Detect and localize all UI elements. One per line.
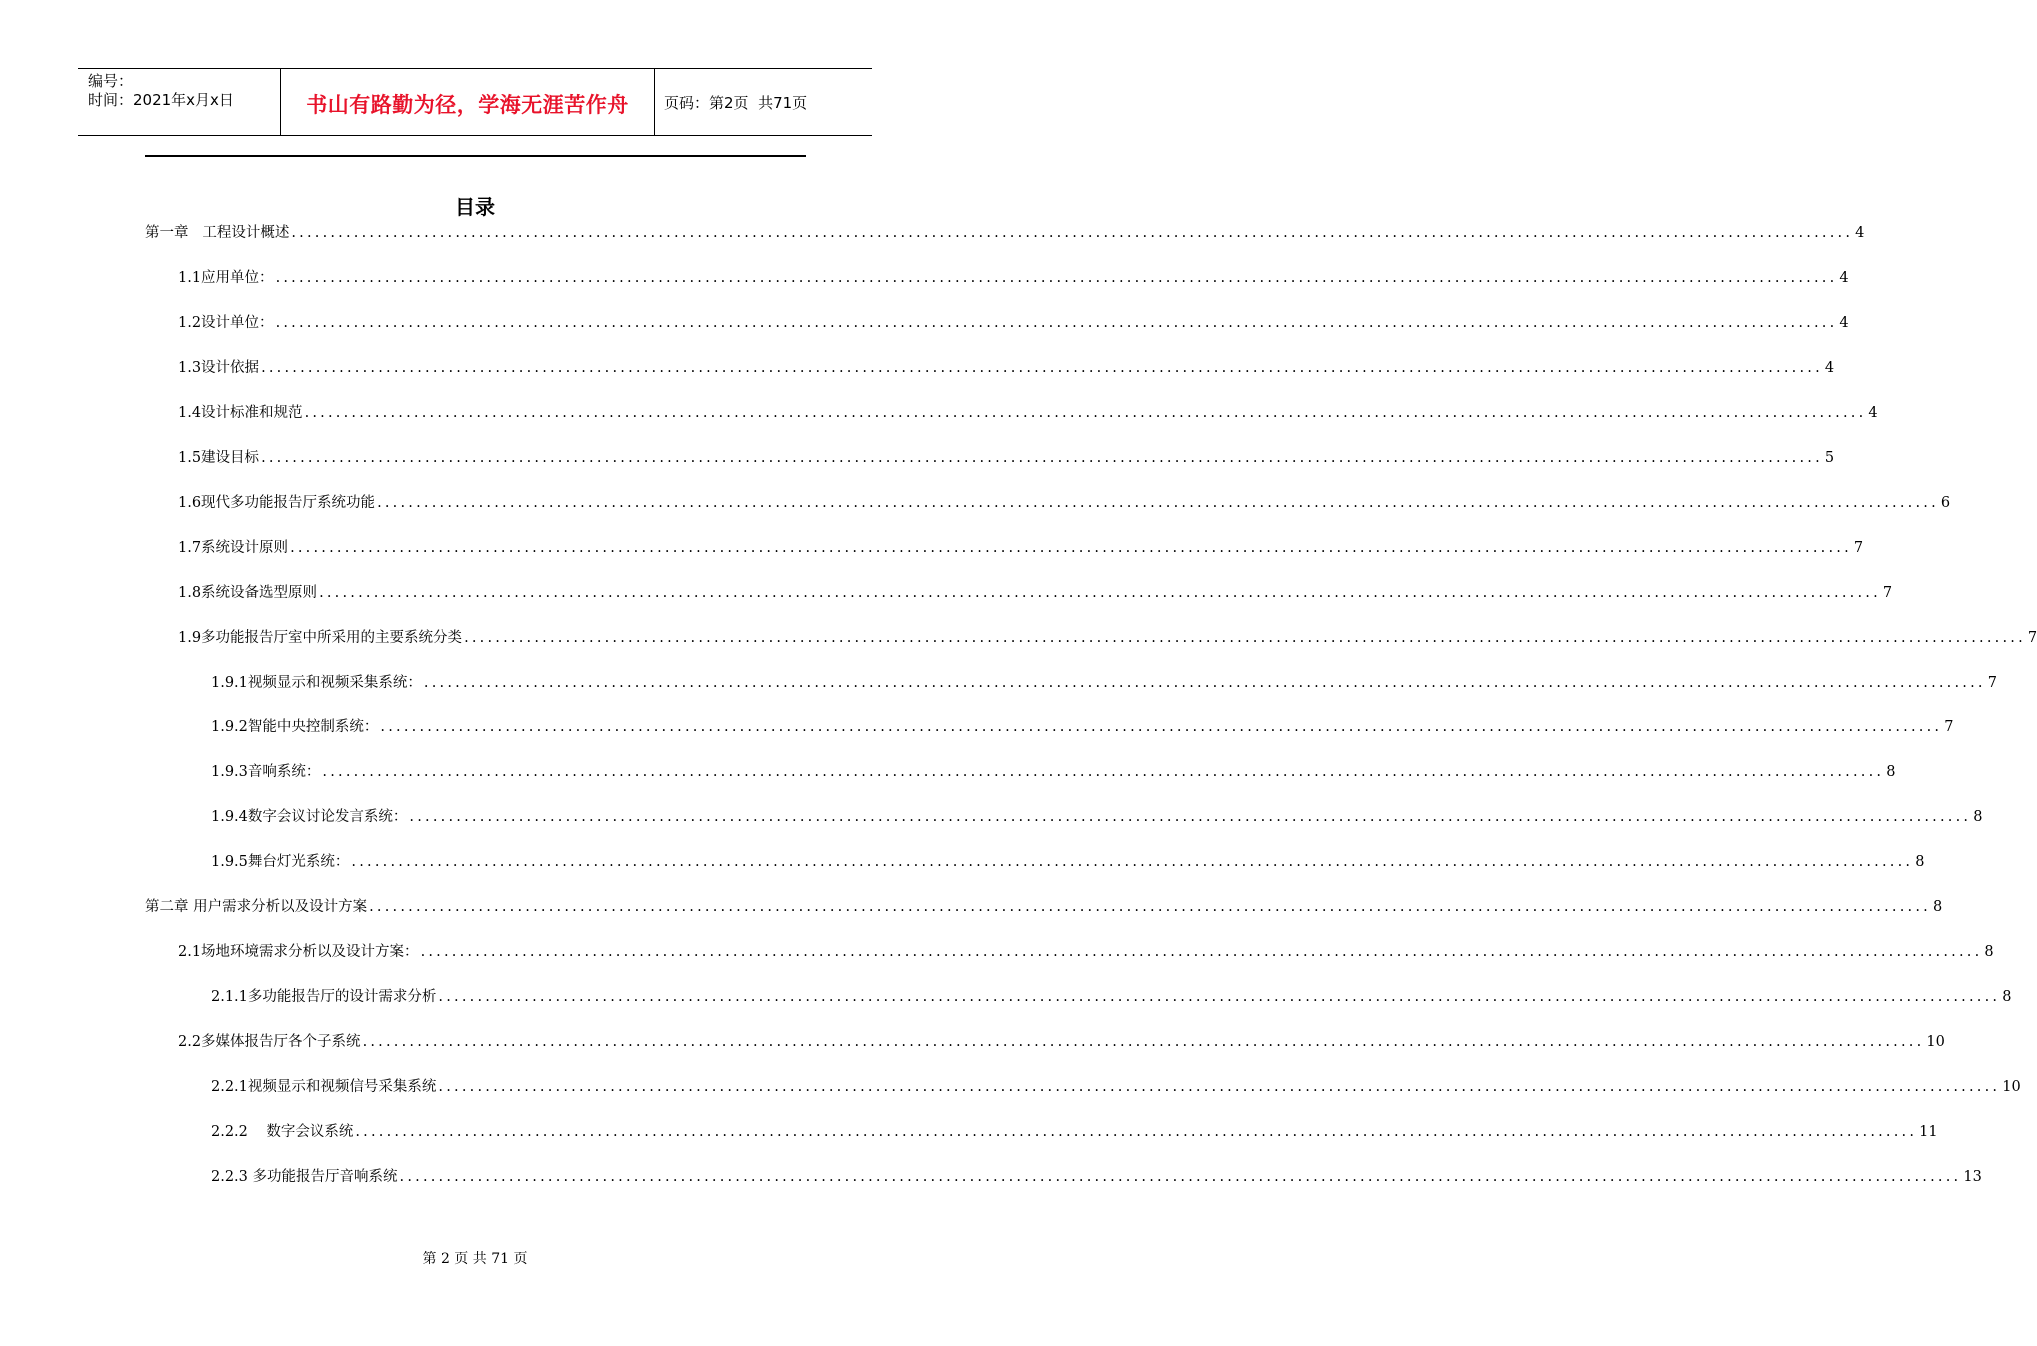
- toc-entry-title: 1.9.4数字会议讨论发言系统：: [211, 809, 408, 825]
- toc-page-number: 8: [1973, 809, 1983, 825]
- toc-entry[interactable]: [211, 985, 2012, 1007]
- document-number-label: 编号：: [88, 72, 134, 90]
- toc-dot-leader: ........................................................................................................................................................................................................: [275, 270, 1838, 286]
- toc-entry-title: 1.5建设目标: [178, 450, 260, 466]
- toc-page-number: 4: [1868, 405, 1878, 421]
- toc-entry[interactable]: [178, 401, 1878, 423]
- toc-entry[interactable]: [145, 895, 1943, 917]
- toc-entry[interactable]: [211, 1120, 1938, 1142]
- toc-dot-leader: ........................................................................................................................................................................................................: [304, 405, 1867, 421]
- toc-entry[interactable]: [211, 850, 1925, 872]
- toc-page-number: 4: [1855, 225, 1865, 241]
- header-motto-cell: [281, 69, 655, 135]
- toc-page-number: 4: [1824, 360, 1835, 376]
- toc-entry[interactable]: [211, 715, 1954, 737]
- toc-entry[interactable]: [211, 760, 1896, 782]
- toc-page-number: 5: [1824, 450, 1835, 466]
- toc-dot-leader: ........................................................................................................................................................................................................: [362, 1034, 1925, 1050]
- toc-page-number: 8: [1932, 899, 1943, 915]
- toc-dot-leader: ........................................................................................................................................................................................................: [399, 1169, 1962, 1185]
- toc-entry[interactable]: [178, 940, 1994, 962]
- toc-entry-title: 1.4设计标准和规范: [178, 405, 303, 421]
- toc-dot-leader: ........................................................................................................................................................................................................: [261, 450, 1823, 466]
- toc-page-number: 4: [1839, 315, 1849, 331]
- header-page-info: 页码：第2页 共71页: [664, 93, 808, 112]
- toc-dot-leader: ........................................................................................................................................................................................................: [438, 989, 2001, 1005]
- toc-entry-title: 1.7系统设计原则: [178, 540, 289, 556]
- toc-entry[interactable]: [211, 1075, 2021, 1097]
- toc-dot-leader: ........................................................................................................................................................................................................: [380, 719, 1943, 735]
- toc-page-number: 8: [1915, 854, 1925, 870]
- toc-entry-title: 1.9.1视频显示和视频采集系统：: [211, 675, 422, 691]
- toc-dot-leader: ........................................................................................................................................................................................................: [420, 944, 1983, 960]
- toc-page-number: 8: [1886, 764, 1896, 780]
- toc-entry-title: 1.8系统设备选型原则: [178, 585, 318, 601]
- toc-entry-title: 1.9.3音响系统：: [211, 764, 321, 780]
- toc-entry-title: 1.3设计依据: [178, 360, 260, 376]
- toc-entry[interactable]: [178, 491, 1951, 513]
- toc-page-number: 4: [1839, 270, 1849, 286]
- toc-entry[interactable]: [178, 356, 1835, 378]
- toc-page-number: 8: [1984, 944, 1994, 960]
- toc-dot-leader: ........................................................................................................................................................................................................: [409, 809, 1972, 825]
- toc-entry-title: 1.9多功能报告厅室中所采用的主要系统分类: [178, 630, 463, 646]
- toc-entry[interactable]: [211, 805, 1983, 827]
- toc-entry[interactable]: [211, 671, 1997, 693]
- toc-page-number: 6: [1940, 495, 1951, 511]
- toc-dot-leader: ........................................................................................................................................................................................................: [351, 854, 1914, 870]
- toc-entry-title: 2.1.1多功能报告厅的设计需求分析: [211, 989, 437, 1005]
- toc-page-number: 7: [1987, 675, 1997, 691]
- header-divider: [145, 155, 806, 157]
- toc-dot-leader: ........................................................................................................................................................................................................: [275, 315, 1838, 331]
- toc-page-number: 7: [1944, 719, 1954, 735]
- toc-entry[interactable]: [211, 1165, 1982, 1187]
- header-motto: 书山有路勤为径，学海无涯苦作舟: [306, 93, 629, 117]
- toc-entry[interactable]: [178, 446, 1835, 468]
- header-meta: [78, 69, 281, 135]
- toc-page-number: 7: [1882, 585, 1893, 601]
- toc-entry-title: 1.1应用单位：: [178, 270, 274, 286]
- toc-dot-leader: ........................................................................................................................................................................................................: [290, 540, 1852, 556]
- toc-entry[interactable]: [178, 266, 1849, 288]
- toc-entry[interactable]: [178, 311, 1849, 333]
- document-time: 时间：2021年x月x日: [88, 91, 234, 109]
- toc-entry-title: 第一章 工程设计概述: [145, 225, 290, 241]
- page-header: [78, 68, 872, 136]
- toc-dot-leader: ........................................................................................................................................................................................................: [319, 585, 1881, 601]
- toc-entry-title: 1.9.2智能中央控制系统：: [211, 719, 379, 735]
- toc-page-number: 7: [1853, 540, 1864, 556]
- page-footer: 第 2 页 共 71 页: [422, 1251, 528, 1267]
- toc-dot-leader: ........................................................................................................................................................................................................: [464, 630, 2026, 646]
- toc-entry-title: 2.2.1视频显示和视频信号采集系统: [211, 1079, 437, 1095]
- toc-entry-title: 1.9.5舞台灯光系统：: [211, 854, 350, 870]
- toc-entry[interactable]: [178, 626, 2037, 648]
- toc-entry-title: 1.6现代多功能报告厅系统功能: [178, 495, 376, 511]
- toc-page-number: 7: [2027, 630, 2037, 646]
- toc-entry[interactable]: [178, 536, 1864, 558]
- toc-entry-title: 2.2多媒体报告厅各个子系统: [178, 1034, 361, 1050]
- toc-dot-leader: ........................................................................................................................................................................................................: [423, 675, 1986, 691]
- toc-dot-leader: ........................................................................................................................................................................................................: [377, 495, 1939, 511]
- toc-entry-title: 第二章 用户需求分析以及设计方案: [145, 899, 368, 915]
- toc-page-number: 13: [1963, 1169, 1982, 1185]
- toc-page-number: 10: [2002, 1079, 2021, 1095]
- toc-dot-leader: ........................................................................................................................................................................................................: [438, 1079, 2001, 1095]
- toc-title: 目录: [455, 195, 495, 219]
- toc-entry-title: 2.2.2 数字会议系统: [211, 1124, 354, 1140]
- toc-entry[interactable]: [145, 221, 1865, 243]
- toc-dot-leader: ........................................................................................................................................................................................................: [369, 899, 1931, 915]
- toc-entry-title: 2.2.3 多功能报告厅音响系统: [211, 1169, 398, 1185]
- toc-page-number: 8: [2002, 989, 2012, 1005]
- toc-page-number: 11: [1919, 1124, 1938, 1140]
- toc-dot-leader: ........................................................................................................................................................................................................: [291, 225, 1854, 241]
- toc-dot-leader: ........................................................................................................................................................................................................: [261, 360, 1823, 376]
- toc-entry-title: 1.2设计单位：: [178, 315, 274, 331]
- toc-entry-title: 2.1场地环境需求分析以及设计方案：: [178, 944, 419, 960]
- toc-dot-leader: ........................................................................................................................................................................................................: [355, 1124, 1918, 1140]
- toc-dot-leader: ........................................................................................................................................................................................................: [322, 764, 1885, 780]
- toc-page-number: 10: [1926, 1034, 1945, 1050]
- toc-entry[interactable]: [178, 1030, 1945, 1052]
- toc-entry[interactable]: [178, 581, 1893, 603]
